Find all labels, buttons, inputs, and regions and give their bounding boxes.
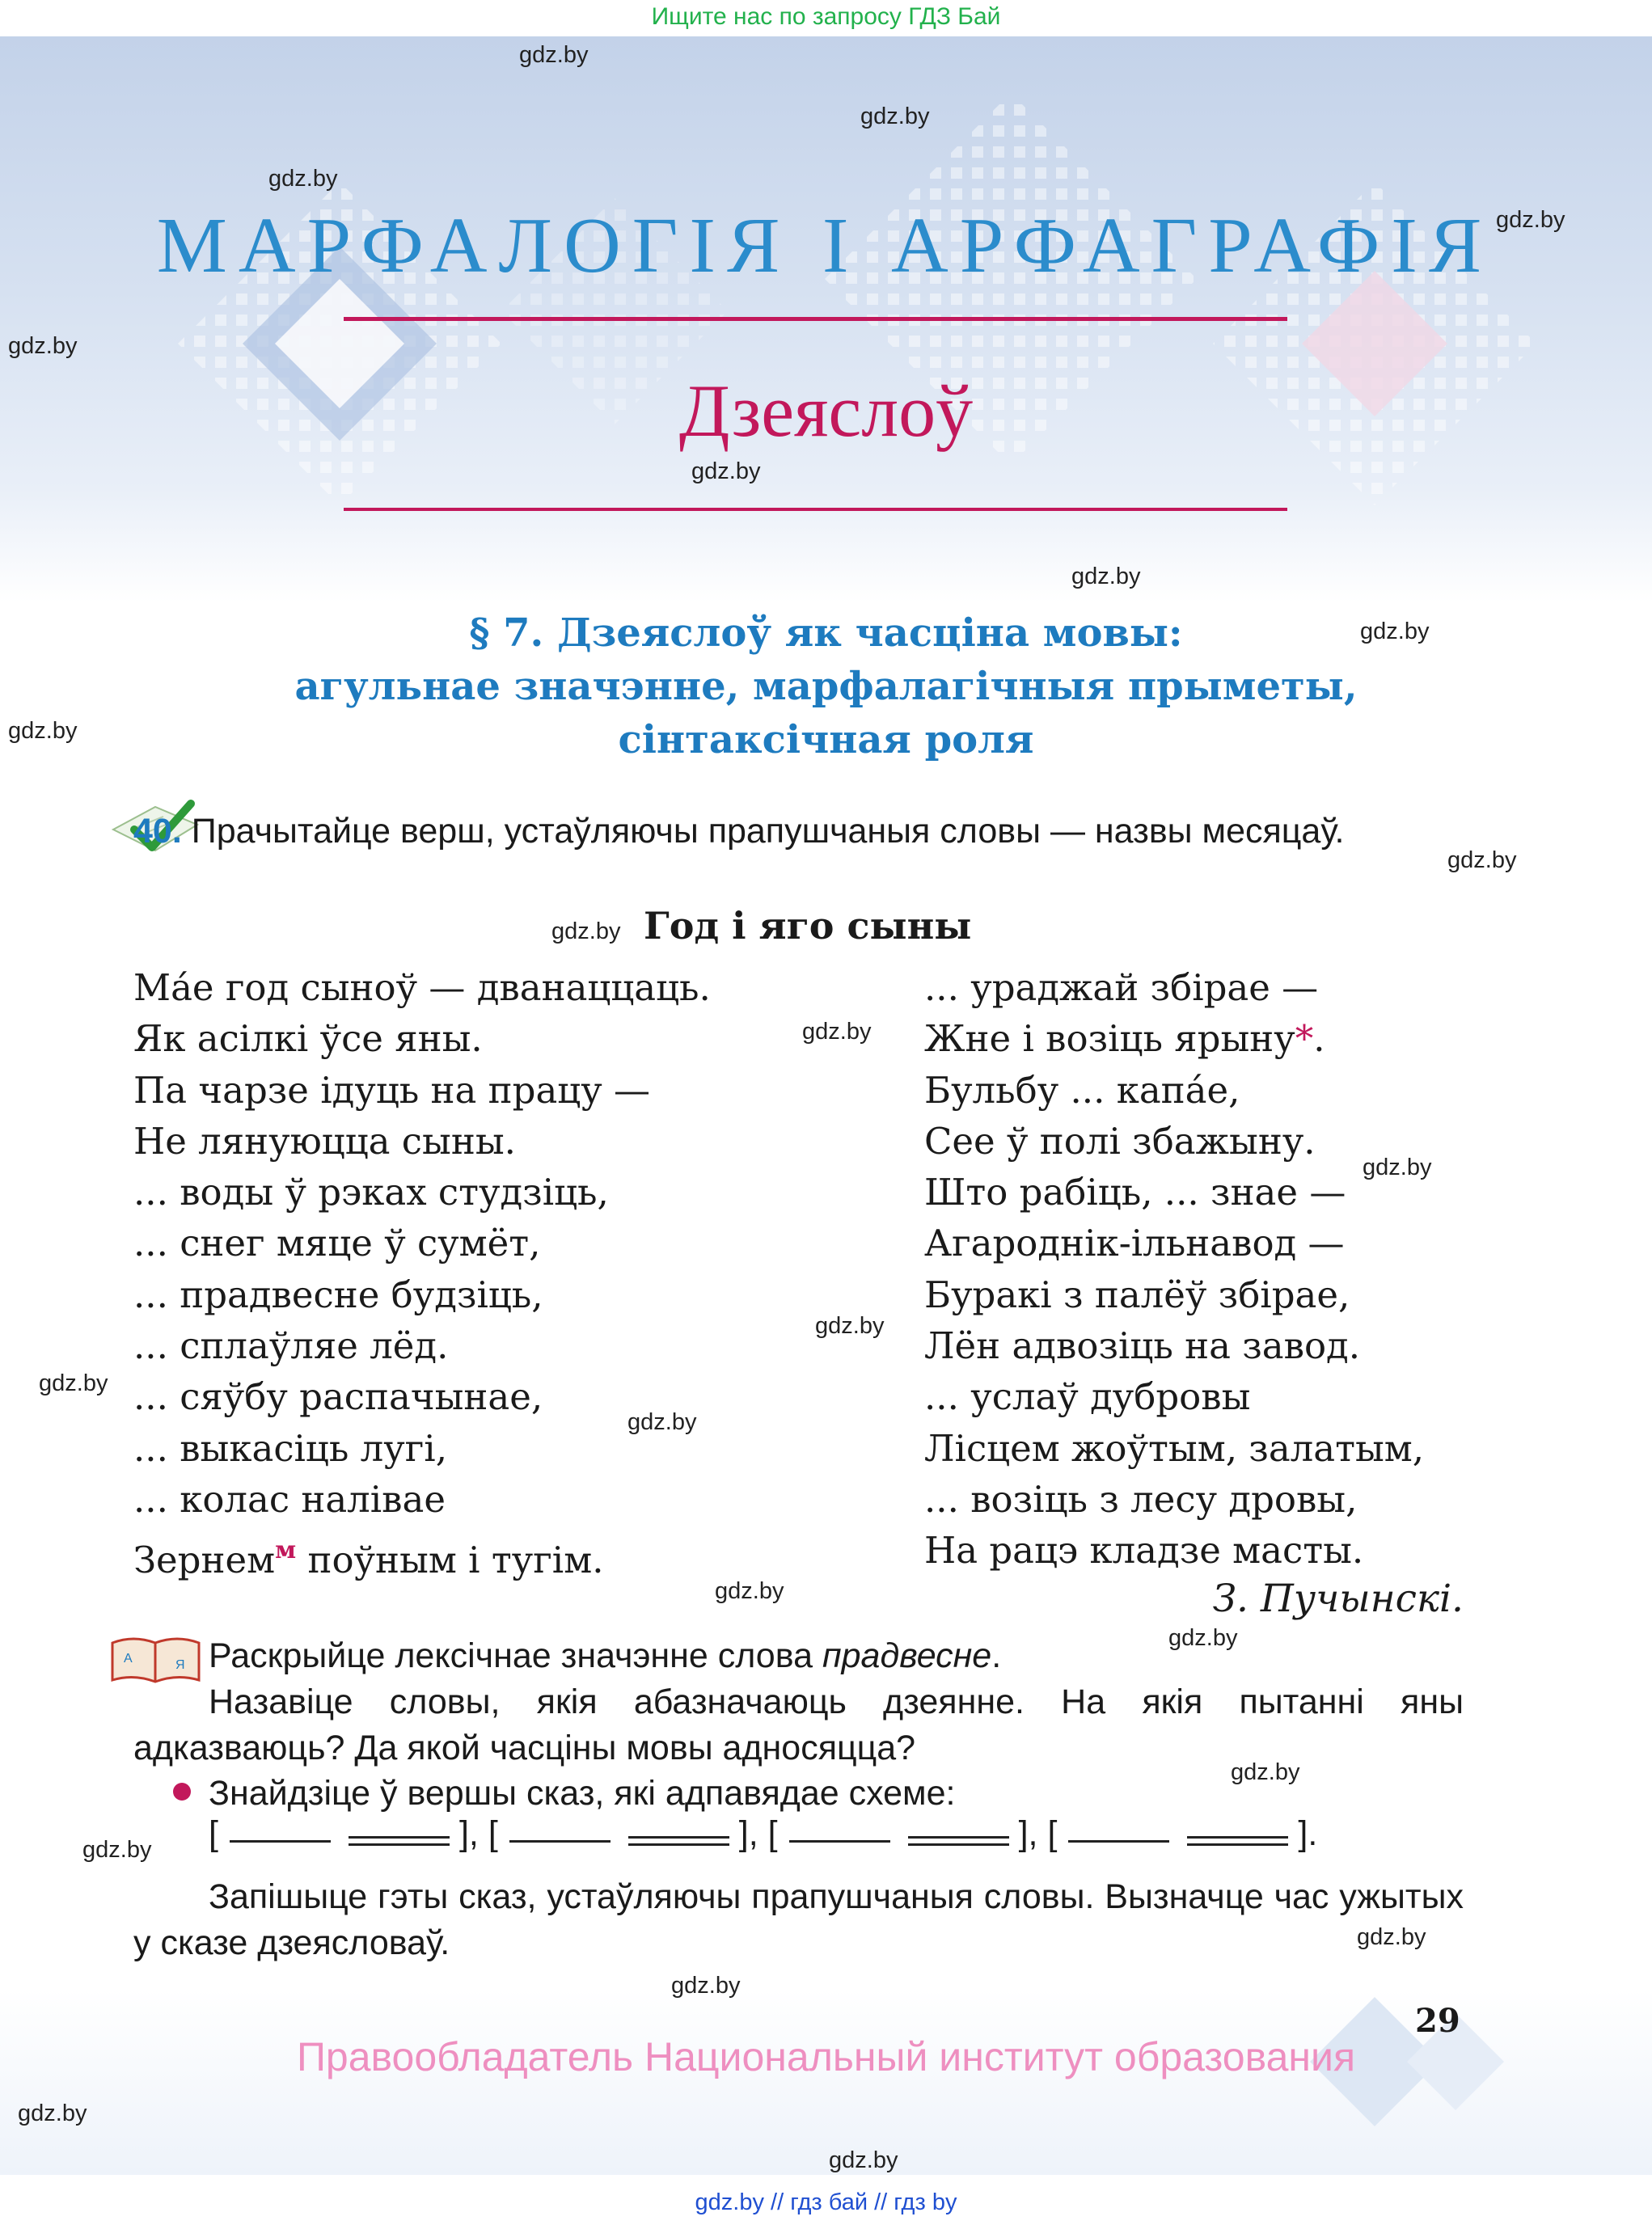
header-note[interactable]: Ищите нас по запросу ГДЗ Бай: [651, 3, 1001, 30]
section-title-line: § 7. Дзеяслоў як часціна мовы:: [469, 610, 1183, 656]
watermark: gdz.by: [802, 1019, 872, 1045]
footnote-mark: *: [1295, 1017, 1314, 1061]
scheme-end: .: [1308, 1814, 1318, 1853]
footer-ornament: [0, 1989, 1652, 2175]
section-title-line: агульнае значэнне, марфалагічныя прыметы,: [294, 664, 1358, 709]
poem-title: Год і яго сыны: [644, 904, 972, 948]
poem-line: ... воды ў рэках студзіць,: [133, 1171, 609, 1214]
section-title-line: сінтаксічная роля: [618, 717, 1034, 762]
watermark: gdz.by: [1363, 1155, 1432, 1180]
poem-line: ... прадвесне будзіць,: [133, 1273, 543, 1316]
poem-left-column: [133, 962, 711, 1586]
watermark: gdz.by: [715, 1578, 784, 1604]
poem-line: Лён адвозіць на завод.: [924, 1324, 1361, 1368]
poem-line: ... возіць з лесу дровы,: [924, 1477, 1358, 1521]
watermark: gdz.by: [1168, 1625, 1238, 1651]
poem-author: З. Пучынскі.: [1212, 1577, 1464, 1621]
poem-line: Жне і возіць ярыну*.: [924, 1017, 1325, 1061]
question-text: .: [991, 1636, 1002, 1675]
question-text: Раскрыйце лексічнае значэнне слова: [209, 1636, 822, 1675]
watermark: gdz.by: [1231, 1759, 1300, 1785]
poem-line: Не лянуюцца сыны.: [133, 1119, 516, 1163]
page-number: 29: [1415, 2002, 1460, 2040]
watermark: gdz.by: [8, 718, 78, 744]
poem-line: ... колас налівае: [133, 1477, 446, 1521]
watermark: gdz.by: [627, 1409, 697, 1435]
question-2: Назавіце словы, якія абазначаюць дзеянне. На якія пытанні яны адказваюць? Да якой часціны мовы адносяцца?: [133, 1682, 1464, 1767]
poem-word: Зернем: [133, 1539, 276, 1582]
scheme-bracket: [: [209, 1814, 218, 1853]
poem-line: ... сплаўляе лёд.: [133, 1324, 449, 1368]
task-text: Прачытайце верш, устаўляючы прапушчаныя словы — назвы месяцаў.: [191, 812, 1345, 851]
svg-text:Я: Я: [175, 1658, 185, 1672]
title-rule-top: [344, 317, 1287, 321]
watermark: gdz.by: [519, 42, 589, 68]
poem-line: Ма́е год сыноў — дванаццаць.: [133, 966, 711, 1009]
watermark: gdz.by: [815, 1313, 885, 1339]
scheme-segment: [781, 1820, 1016, 1852]
watermark: gdz.by: [8, 333, 78, 359]
title-rule-bottom: [344, 508, 1287, 511]
watermark: gdz.by: [1496, 207, 1565, 233]
poem-line: ... ураджай збірае —: [924, 966, 1319, 1009]
task-40: [133, 809, 1464, 855]
chapter-title: Дзеяслоў: [678, 369, 974, 452]
watermark: gdz.by: [671, 1973, 741, 1999]
watermark: gdz.by: [39, 1370, 108, 1396]
scheme-separator: ,: [748, 1814, 768, 1853]
bottom-links[interactable]: gdz.by // гдз бай // гдз by: [695, 2189, 957, 2215]
scheme-bracket: ]: [1018, 1814, 1029, 1853]
watermark: gdz.by: [691, 458, 761, 484]
scheme-separator: ,: [1028, 1814, 1048, 1853]
poem-line: Што рабіць, ... знае —: [924, 1171, 1346, 1214]
poem-line: Сее ў полі збажыну.: [924, 1119, 1316, 1163]
watermark: gdz.by: [82, 1837, 152, 1863]
scheme-bracket: ]: [738, 1814, 749, 1853]
poem-line: ... услаў дубровы: [924, 1375, 1251, 1419]
poem-line: ... сяўбу распачынае,: [133, 1375, 543, 1419]
poem-word: Жне і возіць ярыну: [924, 1017, 1295, 1061]
bullet-icon: [173, 1783, 191, 1801]
poem-line: Як асілкі ўсе яны.: [133, 1017, 483, 1061]
watermark: gdz.by: [551, 918, 621, 944]
poem-line: ... снег мяце ў сумёт,: [133, 1222, 541, 1265]
section-title: [162, 606, 1490, 766]
watermark: gdz.by: [829, 2147, 898, 2173]
svg-text:А: А: [124, 1652, 133, 1666]
poem-line: ... выкасіць лугі,: [133, 1426, 447, 1470]
scheme-bracket: ]: [1298, 1814, 1308, 1853]
scheme-bracket: [: [488, 1814, 498, 1853]
scheme-bracket: [: [1047, 1814, 1058, 1853]
watermark: gdz.by: [1447, 847, 1517, 873]
poem-line: Буракі з палёў збірае,: [924, 1273, 1350, 1316]
scheme-separator: ,: [468, 1814, 488, 1853]
poem-line: На рацэ кладзе масты.: [924, 1529, 1364, 1573]
question-3: Знайдзіце ў вершы сказ, які адпавядае схеме:: [209, 1774, 956, 1813]
watermark: gdz.by: [1357, 1924, 1426, 1950]
sentence-scheme: [209, 1814, 1317, 1854]
main-title: МАРФАЛОГІЯ І АРФАГРАФІЯ: [156, 202, 1494, 289]
watermark: gdz.by: [1071, 564, 1141, 589]
watermark: gdz.by: [18, 2100, 87, 2126]
task-number: 40.: [133, 812, 182, 851]
copyright-note: Правообладатель Национальный институт образования: [296, 2034, 1356, 2079]
poem-line: Бульбу ... капа́е,: [924, 1068, 1240, 1112]
scheme-segment: [1060, 1820, 1295, 1852]
watermark: gdz.by: [268, 166, 338, 192]
footer-band: [0, 1989, 1652, 2175]
poem-line: [133, 1525, 711, 1585]
question-1: [209, 1633, 1464, 1679]
poem-line: Агароднік-ільнавод —: [924, 1222, 1345, 1265]
scheme-bracket: [: [767, 1814, 778, 1853]
question-4: Запішыце гэты сказ, устаўляючы прапушчаныя словы. Вызначце час ужытых у сказе дзеясловаў.: [133, 1877, 1464, 1962]
watermark: gdz.by: [860, 103, 930, 129]
footnote-mark: м: [275, 1536, 297, 1565]
poem-word: поўным і тугім.: [296, 1539, 604, 1582]
poem-line: Па чарзе ідуць на працу —: [133, 1068, 651, 1112]
scheme-segment: [501, 1820, 736, 1852]
poem-line: Лісцем жоўтым, залатым,: [924, 1426, 1425, 1470]
question-word: прадвесне: [822, 1636, 992, 1675]
poem-right-column: [924, 962, 1424, 1577]
scheme-bracket: ]: [458, 1814, 469, 1853]
scheme-segment: [222, 1820, 456, 1852]
watermark: gdz.by: [1360, 619, 1430, 644]
